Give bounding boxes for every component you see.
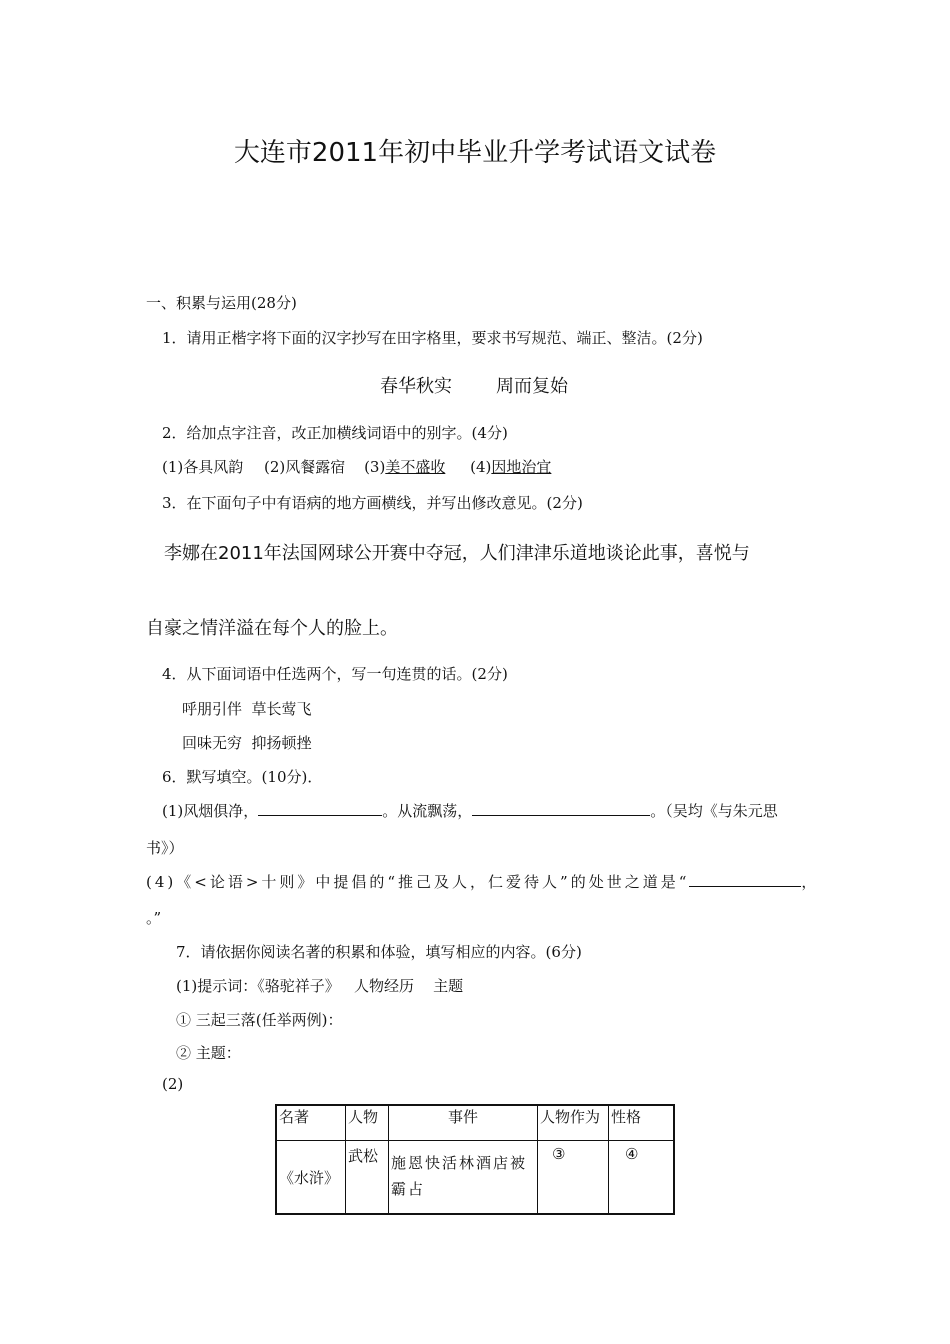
table-cell-event-line-2: 霸占 xyxy=(391,1180,426,1198)
question-6: 6．默写填空。(10分)． xyxy=(162,768,323,786)
q6-line-3 xyxy=(146,871,816,892)
question-3: 3．在下面句子中有语病的地方画横线，并写出修改意见。(2分) xyxy=(162,494,583,512)
works-table xyxy=(275,1104,675,1215)
q4-words-line-1: 呼朋引伴 草长莺飞 xyxy=(182,700,312,718)
q6-line-3-a: (4)《<论语>十则》中提倡的“推己及人，仁爱待人”的处世之道是“ xyxy=(146,873,690,891)
q6-line-3-b: ， xyxy=(801,873,817,891)
q2-items xyxy=(162,456,551,477)
q2-item-2: (2)风餐露宿 xyxy=(264,458,346,476)
question-7: 7．请依据你阅读名著的积累和体验，填写相应的内容。(6分) xyxy=(176,943,582,961)
q4-words-line-2: 回味无穷 抑扬顿挫 xyxy=(182,734,312,752)
q2-item-4-prefix: (4) xyxy=(470,458,492,476)
q7-sub-1-a: ① 三起三落(任举两例)： xyxy=(176,1011,343,1029)
q7-sub-1: (1)提示词：《骆驼祥子》 人物经历 主题 xyxy=(176,977,464,995)
q3-sentence-line-1: 李娜在2011年法国网球公开赛中夺冠，人们津津乐道地谈论此事，喜悦与 xyxy=(164,543,750,564)
q2-item-4-word: 因地治宜 xyxy=(491,458,552,476)
question-2: 2．给加点字注音，改正加横线词语中的别字。(4分) xyxy=(162,424,508,442)
table-header-cell: 人物 xyxy=(346,1105,389,1141)
q1-phrase-2: 周而复始 xyxy=(496,376,568,397)
table-header-cell: 人物作为 xyxy=(538,1105,609,1141)
q6-line-1 xyxy=(162,800,778,821)
table-header-cell: 事件 xyxy=(389,1105,538,1141)
table-header-cell: 性格 xyxy=(609,1105,675,1141)
q6-line-1-a: (1)风烟俱净， xyxy=(162,802,259,820)
question-1: 1．请用正楷字将下面的汉字抄写在田字格里，要求书写规范、端正、整洁。(2分) xyxy=(162,329,703,347)
table-header-row xyxy=(276,1105,674,1141)
q7-sub-2: (2) xyxy=(162,1075,184,1093)
table-header-cell: 名著 xyxy=(276,1105,346,1141)
q2-item-3-word: 美不盛收 xyxy=(385,458,446,476)
answer-blank[interactable] xyxy=(689,872,801,887)
table-row xyxy=(276,1141,674,1215)
q1-phrase-1: 春华秋实 xyxy=(380,376,452,397)
q2-item-1: (1)各具风韵 xyxy=(162,458,244,476)
table-cell-person: 武松 xyxy=(346,1141,389,1215)
q2-item-3-prefix: (3) xyxy=(364,458,386,476)
question-4: 4．从下面词语中任选两个，写一句连贯的话。(2分) xyxy=(162,665,508,683)
q6-line-2: 书》） xyxy=(146,839,184,857)
q3-sentence-line-2: 自豪之情洋溢在每个人的脸上。 xyxy=(146,618,398,639)
table-cell-event-line-1: 施恩快活林酒店被 xyxy=(391,1154,528,1172)
answer-blank[interactable] xyxy=(472,801,650,816)
q7-sub-1-b: ② 主题： xyxy=(176,1044,241,1062)
q6-line-1-c: 。（吴均《与朱元思 xyxy=(650,802,778,820)
table-cell-character[interactable]: ④ xyxy=(609,1141,675,1215)
answer-blank[interactable] xyxy=(258,801,382,816)
table-cell-book: 《水浒》 xyxy=(276,1141,346,1215)
table-cell-event xyxy=(389,1141,538,1215)
q6-line-1-b: 。从流飘荡， xyxy=(382,802,473,820)
q6-line-4: 。” xyxy=(146,909,162,927)
table-cell-action[interactable]: ③ xyxy=(538,1141,609,1215)
section-heading: 一、积累与运用(28分) xyxy=(146,294,297,312)
page-title: 大连市2011年初中毕业升学考试语文试卷 xyxy=(233,138,717,168)
